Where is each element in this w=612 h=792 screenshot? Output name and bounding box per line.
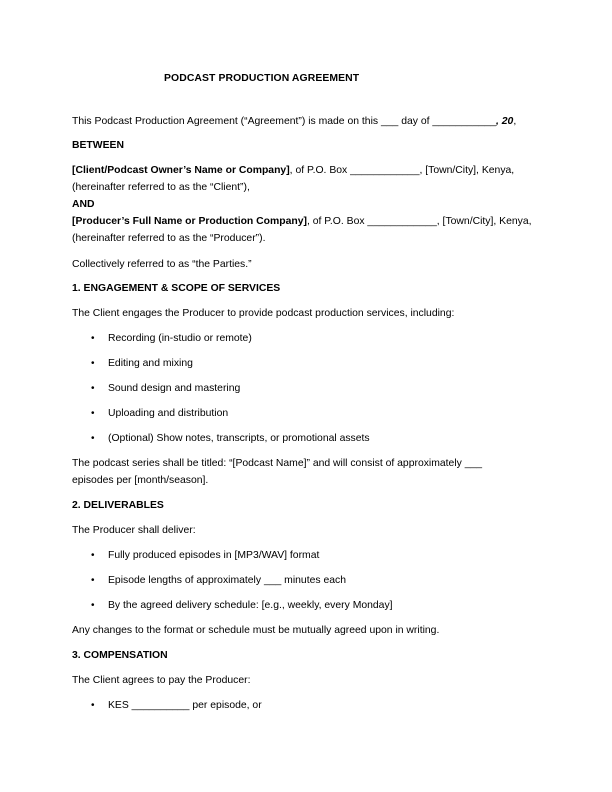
- list-item: Uploading and distribution: [108, 408, 229, 419]
- list-item: Sound design and mastering: [108, 383, 241, 394]
- bullet-marker: •: [91, 358, 95, 369]
- list-item: Recording (in-studio or remote): [108, 333, 252, 344]
- bullet-marker: •: [91, 575, 95, 586]
- bullet-marker: •: [91, 408, 95, 419]
- producer-address: , of P.O. Box ____________, [Town/City], Kenya,: [306, 216, 532, 227]
- series-line-1: The podcast series shall be titled: “[Podcast Name]” and will consist of approximately ___: [72, 458, 483, 469]
- section3-heading: 3. COMPENSATION: [72, 650, 168, 661]
- client-address: , of P.O. Box ____________, [Town/City], Kenya,: [289, 165, 515, 176]
- bullet-marker: •: [91, 550, 95, 561]
- intro-year: , 20: [495, 116, 514, 127]
- between-heading: BETWEEN: [72, 140, 124, 151]
- section1-heading: 1. ENGAGEMENT & SCOPE OF SERVICES: [72, 283, 281, 294]
- client-ref: (hereinafter referred to as the “Client”),: [72, 182, 250, 193]
- client-line: [72, 165, 514, 176]
- list-item: By the agreed delivery schedule: [e.g., weekly, every Monday]: [108, 600, 393, 611]
- client-name: [Client/Podcast Owner’s Name or Company]: [72, 165, 290, 176]
- document-title: PODCAST PRODUCTION AGREEMENT: [164, 73, 360, 84]
- intro-line: [72, 116, 516, 127]
- list-item: Editing and mixing: [108, 358, 193, 369]
- section3-lead: The Client agrees to pay the Producer:: [72, 675, 251, 686]
- producer-line: [72, 216, 532, 227]
- and-heading: AND: [72, 199, 95, 210]
- producer-ref: (hereinafter referred to as the “Producer”).: [72, 233, 266, 244]
- series-line-2: episodes per [month/season].: [72, 475, 209, 486]
- bullet-marker: •: [91, 333, 95, 344]
- section2-lead: The Producer shall deliver:: [72, 525, 196, 536]
- bullet-marker: •: [91, 600, 95, 611]
- collectively-line: Collectively referred to as “the Parties.”: [72, 259, 252, 270]
- bullet-marker: •: [91, 433, 95, 444]
- list-item: Fully produced episodes in [MP3/WAV] format: [108, 550, 320, 561]
- intro-end: ,: [513, 116, 517, 127]
- list-item: Episode lengths of approximately ___ minutes each: [108, 575, 346, 586]
- list-item: (Optional) Show notes, transcripts, or promotional assets: [108, 433, 370, 444]
- bullet-marker: •: [91, 700, 95, 711]
- bullet-marker: •: [91, 383, 95, 394]
- section1-lead: The Client engages the Producer to provide podcast production services, including:: [72, 308, 455, 319]
- section2-heading: 2. DELIVERABLES: [72, 500, 164, 511]
- intro-text: This Podcast Production Agreement (“Agreement”) is made on this ___ day of ___________: [72, 116, 496, 127]
- changes-line: Any changes to the format or schedule must be mutually agreed upon in writing.: [72, 625, 440, 636]
- list-item: KES __________ per episode, or: [108, 700, 262, 711]
- producer-name: [Producer’s Full Name or Production Company]: [72, 216, 307, 227]
